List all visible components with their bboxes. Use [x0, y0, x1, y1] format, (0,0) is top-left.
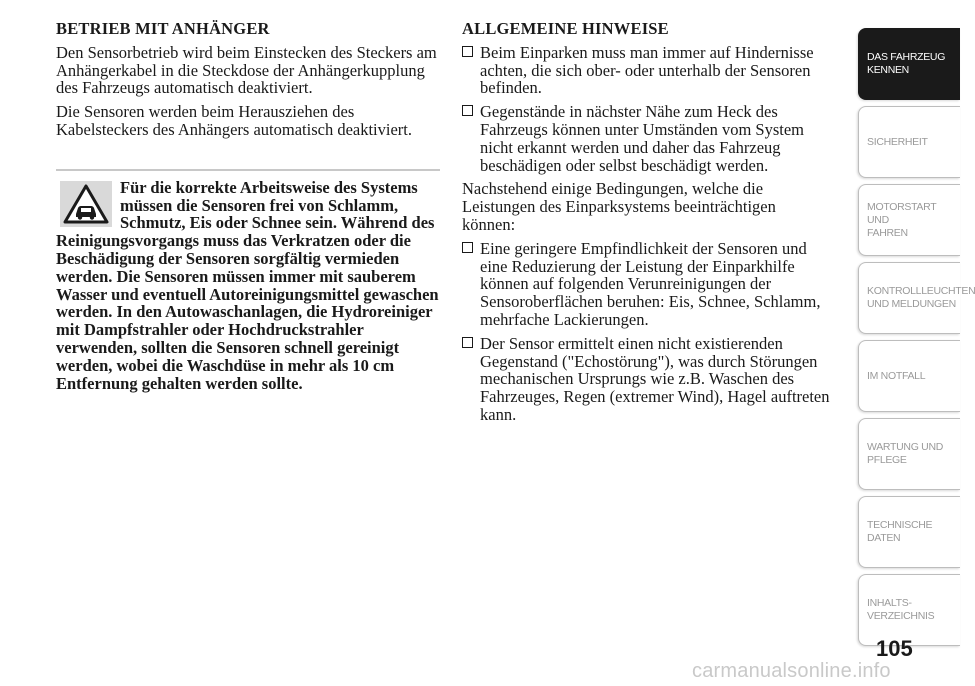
tab-kontrollleuchten-und-meldungen[interactable]: KONTROLLLEUCHTEN UND MELDUNGEN	[858, 262, 960, 334]
divider	[56, 169, 440, 171]
checkbox-bullet-icon	[462, 337, 473, 348]
list-item: Eine geringere Empfindlichkeit der Sensoren und eine Reduzierung der Leistung der Einparkhilfe können auf folgenden Verunreinigungen der Sensoroberflächen beruhen: Eis, Schnee, Schlamm, mehrfache Lackierungen.	[462, 240, 832, 329]
section-heading-general: ALLGEMEINE HINWEISE	[462, 19, 669, 38]
tab-im-notfall[interactable]: IM NOTFALL	[858, 340, 960, 412]
watermark: carmanualsonline.info	[692, 660, 891, 682]
paragraph-conditions-intro: Nachstehend einige Bedingungen, welche die Leistungen des Einparksystems beeinträchtigen können:	[462, 179, 776, 234]
checkbox-bullet-icon	[462, 46, 473, 57]
warning-car-icon	[60, 181, 112, 227]
warning-text: Für die korrekte Arbeitsweise des Systems müssen die Sensoren frei von Schlamm, Schmutz, Eis oder Schnee sein. Während des Reinigungsvorgangs muss das Verkratzen oder die Beschädigung der Sensoren sorgfältig vermieden werden. Die Sensoren müssen immer mit sauberem Wasser und eventuell Autoreinigungsmittel gewaschen werden. In den Autowaschanlagen, die Hydroreiniger mit Dampfstrahler oder Hochdruckstrahler verwenden, sollten die Sensoren schnell gereinigt werden, wobei die Waschdüse in mehr als 10 cm Entfernung gehalten werden sollte.	[56, 177, 439, 393]
tab-das-fahrzeug-kennen[interactable]: DAS FAHRZEUG KENNEN	[858, 28, 960, 100]
tab-sicherheit[interactable]: SICHERHEIT	[858, 106, 960, 178]
tab-wartung-und-pflege[interactable]: WARTUNG UND PFLEGE	[858, 418, 960, 490]
warning-block	[56, 179, 440, 393]
checkbox-bullet-icon	[462, 105, 473, 116]
section-heading-trailer: BETRIEB MIT ANHÄNGER	[56, 19, 270, 38]
left-column	[56, 20, 440, 392]
right-column	[462, 20, 832, 430]
tab-inhaltsverzeichnis[interactable]: INHALTS- VERZEICHNIS	[858, 574, 960, 646]
tab-motorstart-und-fahren[interactable]: MOTORSTART UND FAHREN	[858, 184, 960, 256]
list-item: Gegenstände in nächster Nähe zum Heck des Fahrzeugs können unter Umständen vom System nicht erkannt werden und daher das Fahrzeug beschädigen oder selbst beschädigt werden.	[462, 103, 832, 174]
page-number: 105	[876, 636, 913, 661]
paragraph-trailer-deactivate: Den Sensorbetrieb wird beim Einstecken des Steckers am Anhängerkabel in die Steckdose der Anhängerkupplung des Fahrzeugs automatisch deaktiviert.	[56, 42, 437, 98]
chapter-tabs	[858, 28, 975, 652]
checkbox-bullet-icon	[462, 242, 473, 253]
list-item: Beim Einparken muss man immer auf Hindernisse achten, die sich ober- oder unterhalb der Sensoren befinden.	[462, 44, 832, 97]
tab-technische-daten[interactable]: TECHNISCHE DATEN	[858, 496, 960, 568]
list-item: Der Sensor ermittelt einen nicht existierenden Gegenstand ("Echostörung"), was durch Störungen mechanischen Ursprungs wie z.B. Waschen des Fahrzeuges, Regen (extremer Wind), Hagel auftreten kann.	[462, 335, 832, 424]
paragraph-trailer-reactivate: Die Sensoren werden beim Herausziehen des Kabelsteckers des Anhängers automatisch deaktiviert.	[56, 102, 413, 139]
